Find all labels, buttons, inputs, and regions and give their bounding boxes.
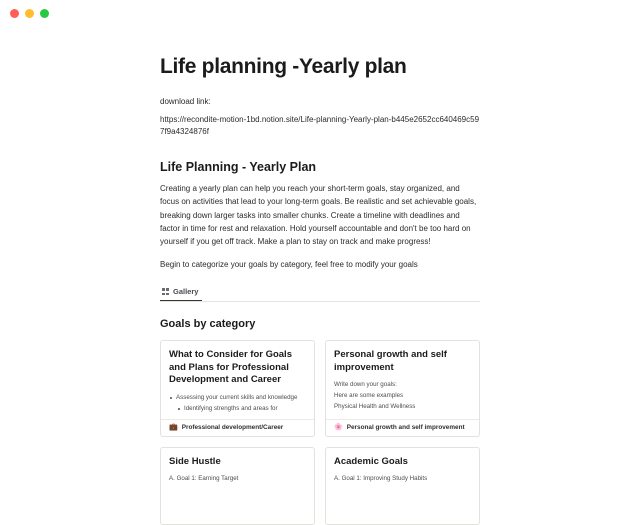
card-line: Physical Health and Wellness <box>334 403 416 411</box>
close-window-button[interactable] <box>10 9 19 18</box>
document-page <box>0 26 640 525</box>
categorize-paragraph: Begin to categorize your goals by category, feel free to modify your goals <box>160 260 418 270</box>
view-tab-bar <box>160 285 480 302</box>
card-tag <box>326 419 479 436</box>
briefcase-icon: 💼 <box>169 423 178 431</box>
grid-icon <box>162 288 169 295</box>
card-preview-lines <box>169 474 306 485</box>
card-preview-lines <box>334 474 471 485</box>
gallery-grid <box>160 340 480 524</box>
card-title: What to Consider for Goals and Plans for Professional Development and Career <box>169 349 292 386</box>
minimize-window-button[interactable] <box>25 9 34 18</box>
page-title: Life planning -Yearly plan <box>160 55 407 78</box>
card-title: Side Hustle <box>169 455 221 467</box>
card-body <box>326 448 479 524</box>
document-content <box>160 26 480 525</box>
card-line: Here are some examples <box>334 392 404 400</box>
download-label: download link: <box>160 97 211 107</box>
card-preview-lines <box>334 380 471 413</box>
card-title: Academic Goals <box>334 455 408 467</box>
gallery-card[interactable] <box>160 447 315 525</box>
card-line: A. Goal 1: Earning Target <box>169 475 239 483</box>
intro-paragraph: Creating a yearly plan can help you reach your short-term goals, stay organized, and focus on activities that lead to your long-term goals. Be realistic and set achievable goals, breaking down larger tasks into smaller chunks. Create a timeline with deadlines and factor in time for rest and relaxation. Hold yourself accountable and don't be too hard on yourself if you get off track. Make a plan to stay on track and make progress! <box>160 184 477 246</box>
tab-gallery-label: Gallery <box>173 287 199 297</box>
card-line: A. Goal 1: Improving Study Habits <box>334 475 428 483</box>
card-line: Write down your goals: <box>334 381 397 389</box>
card-preview-lines <box>169 393 306 415</box>
section-heading: Life Planning - Yearly Plan <box>160 160 317 175</box>
tab-gallery[interactable] <box>160 285 202 301</box>
gallery-card[interactable] <box>325 340 480 436</box>
card-body <box>326 341 479 418</box>
flower-icon: 🌸 <box>334 423 343 431</box>
gallery-card[interactable] <box>325 447 480 525</box>
zoom-window-button[interactable] <box>40 9 49 18</box>
card-body <box>161 448 314 524</box>
card-line: Identifying strengths and areas for <box>169 404 306 415</box>
card-tag-label: Personal growth and self improvement <box>346 423 465 431</box>
card-tag-label: Professional development/Career <box>181 423 284 431</box>
card-tag <box>161 419 314 436</box>
card-line: Assessing your current skills and knowledge <box>169 393 306 404</box>
card-title: Personal growth and self improvement <box>334 349 447 373</box>
gallery-card[interactable] <box>160 340 315 436</box>
goals-by-category-heading: Goals by category <box>160 318 256 331</box>
card-body <box>161 341 314 418</box>
download-link[interactable]: https://recondite-motion-1bd.notion.site/Life-planning-Yearly-plan-b445e2652cc640469c597f9a4324876f <box>160 115 480 137</box>
window-titlebar <box>0 0 640 26</box>
